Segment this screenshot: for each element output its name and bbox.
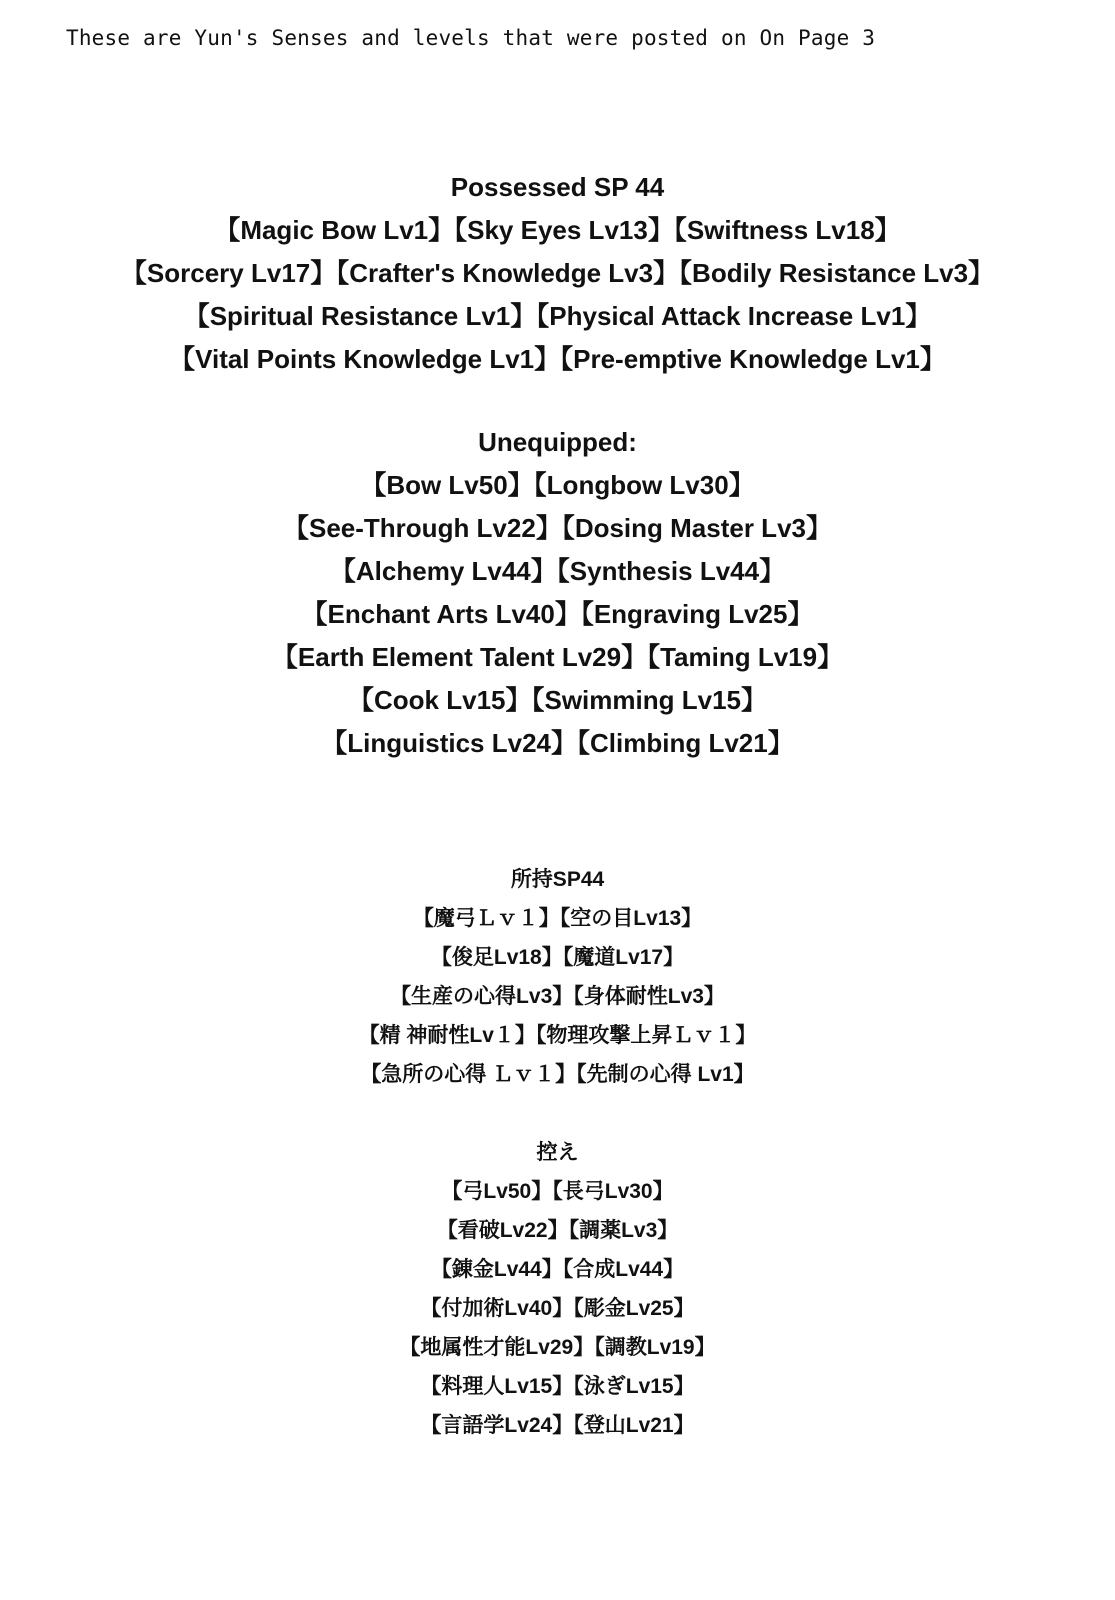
sense-line: 【看破Lv22】【調薬Lv3】 [436, 1219, 679, 1242]
sense-line: 【生産の心得Lv3】【身体耐性Lv3】 [390, 985, 725, 1008]
header-note: These are Yun's Senses and levels that were posted on On Page 3 [66, 26, 876, 50]
sense-line: 【See-Through Lv22】【Dosing Master Lv3】 [283, 513, 832, 543]
sense-line: 【俊足Lv18】【魔道Lv17】 [430, 946, 685, 969]
sense-line: 【Earth Element Talent Lv29】【Taming Lv19】 [271, 642, 844, 672]
sense-line: 【地属性才能Lv29】【調教Lv19】 [399, 1336, 716, 1359]
english-unequipped-heading: Unequipped: [478, 427, 637, 457]
sense-line: 【弓Lv50】【長弓Lv30】 [441, 1180, 674, 1203]
japanese-unequipped-section [0, 1133, 1115, 1445]
sense-line: 【料理人Lv15】【泳ぎLv15】 [420, 1375, 695, 1398]
sense-line: 【付加術Lv40】【彫金Lv25】 [420, 1297, 695, 1320]
sense-line: 【魔弓Ｌｖ１】【空の目Lv13】 [412, 907, 703, 930]
sense-line: 【錬金Lv44】【合成Lv44】 [430, 1258, 685, 1281]
sense-line: 【Linguistics Lv24】【Climbing Lv21】 [321, 728, 794, 758]
english-possessed-heading: Possessed SP 44 [450, 172, 665, 202]
sense-line: 【Vital Points Knowledge Lv1】【Pre-emptive Knowledge Lv1】 [169, 344, 946, 374]
sense-line: 【精 神耐性Lv１】【物理攻撃上昇Ｌｖ１】 [358, 1024, 757, 1047]
sense-line: 【Enchant Arts Lv40】【Engraving Lv25】 [301, 599, 814, 629]
sense-line: 【Magic Bow Lv1】【Sky Eyes Lv13】【Swiftness Lv18】 [214, 215, 901, 245]
sense-line: 【Sorcery Lv17】【Crafter's Knowledge Lv3】【Bodily Resistance Lv3】 [120, 258, 995, 288]
english-possessed-section [0, 166, 1115, 381]
sense-line: 【Spiritual Resistance Lv1】【Physical Attack Increase Lv1】 [183, 301, 932, 331]
sense-line: 【言語学Lv24】【登山Lv21】 [420, 1414, 695, 1437]
sense-line: 【急所の心得 Ｌｖ１】【先制の心得 Lv1】 [360, 1063, 755, 1086]
english-unequipped-section [0, 421, 1115, 765]
sense-line: 【Cook Lv15】【Swimming Lv15】 [348, 685, 767, 715]
japanese-possessed-section [0, 860, 1115, 1094]
japanese-possessed-heading: 所持SP44 [510, 868, 605, 891]
japanese-unequipped-heading: 控え [536, 1141, 579, 1164]
sense-line: 【Bow Lv50】【Longbow Lv30】 [360, 470, 755, 500]
sense-line: 【Alchemy Lv44】【Synthesis Lv44】 [329, 556, 786, 586]
